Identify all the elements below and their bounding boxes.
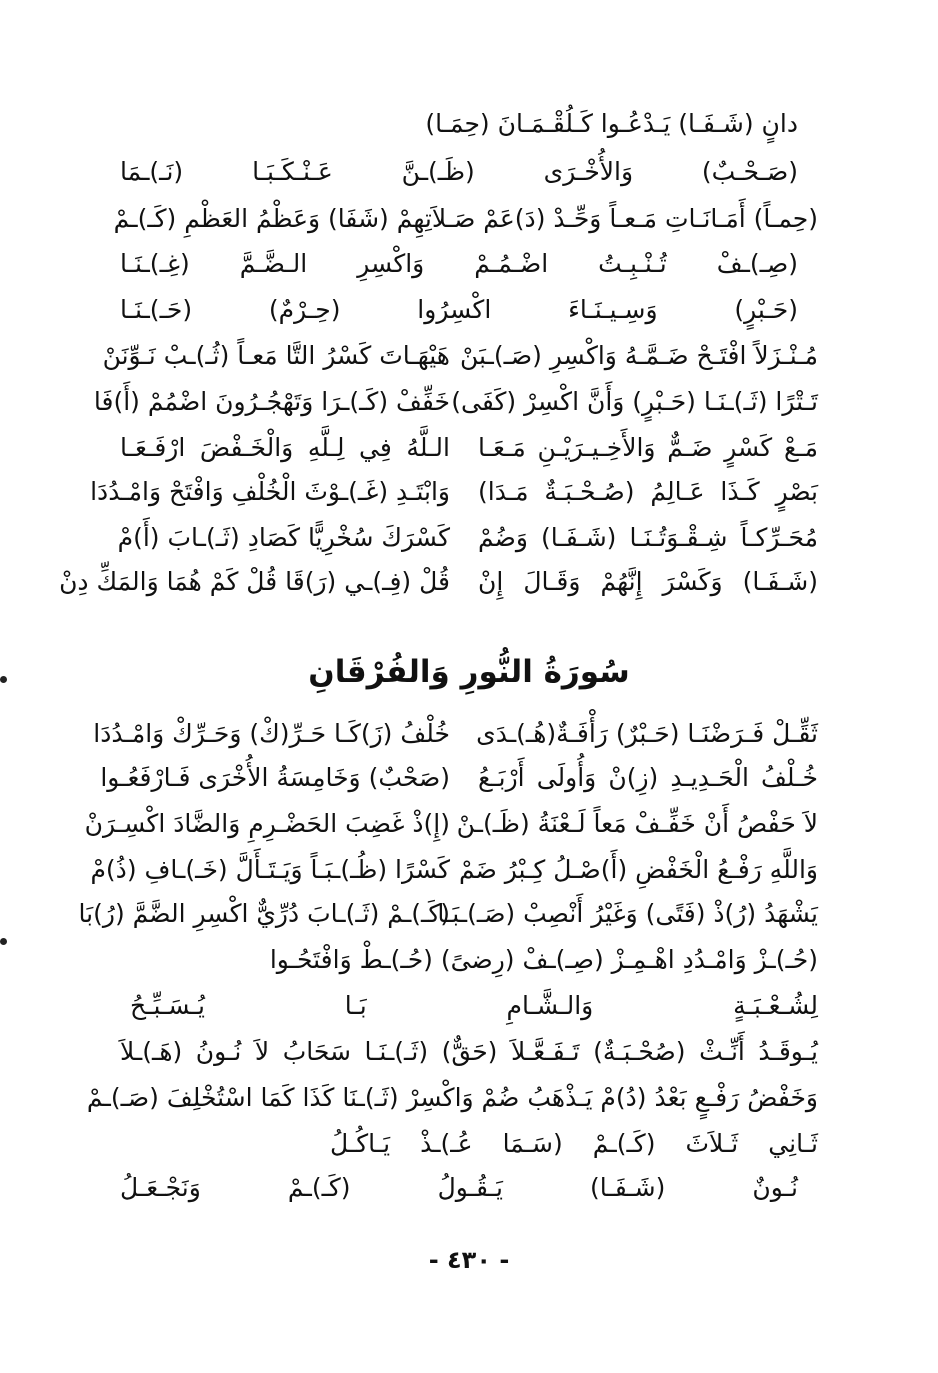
verse-right-hemistich: لاَ حَفْصُ أَنْ خَفِّـفْ مَعاً لَـعْنَةُ (ظَـ)ـنْ	[456, 809, 818, 838]
poem-line: (حِمـاً) أَمَـانَـاتِ مَـعـاً وَحِّـدْ (دَ)عَمْ صَـلاَتِهِمْ (شَفَا) وَعَظْمُ العَظْمِ (كَـ)ـمْ	[113, 204, 818, 233]
verse-right-hemistich: (شَـفَـا) وَكَسْرَ إِنَّهُمْ وَقَـالَ إِنْ	[478, 567, 818, 596]
verse-left-hemistich: خُلْفُ (زَ)كَـا حَـرِّ(كْ) وَحَـرِّكْ وَامْـدُدَا	[93, 719, 450, 748]
poem-line: لِشُـعْـبَـةٍ وَالـشَّـامِ بَـا يُـسَـبِّـحُ	[130, 991, 818, 1020]
poem-line: (صَـحْـبٌ) وَالأُخْـرَى (ظَـ)ـنَّ عَـنْـكَـبَـا (نَـ)ـمَا	[120, 157, 798, 186]
verse-left-hemistich: كَسْرًا (ظُـ)ـبَـاً وَيَـتَـأَلَّ (خَـ)ـافِ (ذُ)مْ	[90, 855, 450, 884]
verse-row	[59, 560, 818, 604]
verse-left-hemistich: قُلْ (فِـ)ـي (رَ)قَا قُلْ كَمْ هُمَا وَالمَكِّ دِنْ	[59, 567, 450, 596]
verse-row	[100, 756, 818, 800]
verse-row	[117, 516, 818, 560]
verse-row	[78, 892, 818, 936]
poem-line: دانٍ (شَـفَـا) يَـدْعُـوا كَـلُقْـمَـانَ (حِمَـا)	[425, 109, 798, 138]
verse-row	[90, 848, 818, 892]
verse-left-hemistich: (كَـ)ـمْ (ثَـ)ـابَ دُرِّيٌّ اكْسِرِ الضَّمَّ (رُ)بَا	[78, 899, 450, 928]
verse-left-hemistich: (إِ)ذْ غَضِبَ الحَضْـرِمِ وَالضَّادَ اكْسِـرَنْ	[84, 809, 450, 838]
verse-row	[93, 712, 818, 756]
verse-left-hemistich: (صَحْبٌ) وَخَامِسَةُ الأُخْرَى فَـارْفَعُـوا	[100, 763, 450, 792]
verse-left-hemistich: الـلَّهُ فِي لِـلَّهِ وَالْخَـفْضَ ارْفَـعَـا	[120, 433, 450, 462]
verse-left-hemistich: خَفِّفْ (كَـ)ـرَا وَتَهْجُـرُونَ اضْمُمْ (أَ)فَا	[93, 387, 450, 416]
verse-right-hemistich: ثَقِّـلْ فَـرَضْنَـا (حَـبْرٌ) رَأْفَـةٌ(هُـ)ـدَى	[476, 719, 818, 748]
verse-row	[84, 802, 818, 846]
verse-row	[120, 426, 818, 470]
poem-line: وَخَفْضُ رَفْـعٍ بَعْدُ (دُ)مْ يَـذْهَبُ ضُمْ وَاكْسِرْ (ثَـ)ـنَا كَذَا كَمَا اسْتُخْلِفَ (صَـ)ـمْ	[86, 1083, 818, 1112]
verse-left-hemistich: وَابْتَـدِ (غَـ)ـوْثَ الْخُلْفِ وَافْتَحْ وَامْـدُدَا	[90, 477, 450, 506]
surah-title: سُورَةُ النُّورِ وَالفُرْقَانِ	[308, 654, 630, 690]
verse-right-hemistich: تَـتْرًا (ثَـ)ـنَـا (حَـبْرٍ) وَأَنَّ اكْسِرْ (كَفَى)	[451, 387, 818, 416]
verse-right-hemistich: خُـلْفُ الْحَـدِيـدِ (زِ)نْ وَأُولَى أَرْبَـعُ	[478, 763, 818, 792]
verse-left-hemistich: كَسْرَكَ سُخْرِيًّا كَصَادِ (ثَـ)ـابَ (أَ)مْ	[117, 523, 450, 552]
margin-dot	[0, 676, 7, 683]
poem-line: يُـوقَـدُ أَنِّـثْ (صُحْـبَـةٌ) تَـفَـعَّـلاَ (حَقٌّ) (ثَـ)ـنَـا سَحَابُ لاَ نُـونُ (هَـ)ـلاَ	[120, 1037, 818, 1066]
verse-right-hemistich: مَـعْ كَسْرٍ ضَـمٌّ وَالأَخِـيـرَيْـنِ مَـعَـا	[478, 433, 818, 462]
verse-right-hemistich: مُـنْـزَلاً افْتَـحْ ضَـمَّـهُ وَاكْسِرِ (صَـ)ـبَنْ	[459, 341, 818, 370]
verse-left-hemistich: هَيْهَـاتَ كَسْرُ التَّا مَعـاً (ثُـ)ـبْ نَـوِّنَنْ	[102, 341, 450, 370]
verse-right-hemistich: مُحَـرِّكـاً شِـقْـوَتُـنَـا (شَـفَـا) وَضُمْ	[478, 523, 818, 552]
verse-row	[102, 334, 818, 378]
poem-line: (صِـ)ـفْ تُـنْـبِـتُ اضْـمُـمْ وَاكْسِرِ الـضَّـمَّ (غِـ)ـنَـا	[120, 249, 798, 278]
poem-line: ثَـانِي ثَـلاَثَ (كَـ)ـمْ (سَـمَا عُـ)ـذْ يَـاكُـلُ	[330, 1129, 818, 1158]
poem-line: نُـونٌ (شَـفَـا) يَـقُـولُ (كَـ)ـمْ وَنَجْـعَـلُ	[120, 1173, 798, 1202]
verse-right-hemistich: وَاللَّهِ رَفْـعُ الْخَفْضِ (أَ)صْـلُ كِـبْرُ ضَمْ	[458, 855, 818, 884]
poem-line: (حُـ)ـزْ وَامْـدُدِ اهْـمِـزْ (صِـ)ـفْ (رِضىً) (حُـ)ـطْ وَافْتَحُـوا	[269, 945, 818, 974]
verse-right-hemistich: يَشْهَدُ (رُ)ذْ (فَتًى) وَغَيْرُ أَنْصِبْ (صَـ)ـبَـا	[437, 899, 818, 928]
verse-row	[90, 470, 818, 514]
poem-line: (حَـبْرٍ) وَسِـيـنَـاءَ اكْسِرُوا (حِـرْمٌ) (حَـ)ـنَـا	[120, 295, 798, 324]
page-number: - ٤٣٠ -	[428, 1246, 510, 1274]
verse-row	[93, 380, 818, 424]
margin-dot	[0, 938, 7, 945]
verse-right-hemistich: بَصْرٍ كَـذَا عَـالِمُ (صُـحْـبَـةٌ مَـدَا)	[478, 477, 818, 506]
